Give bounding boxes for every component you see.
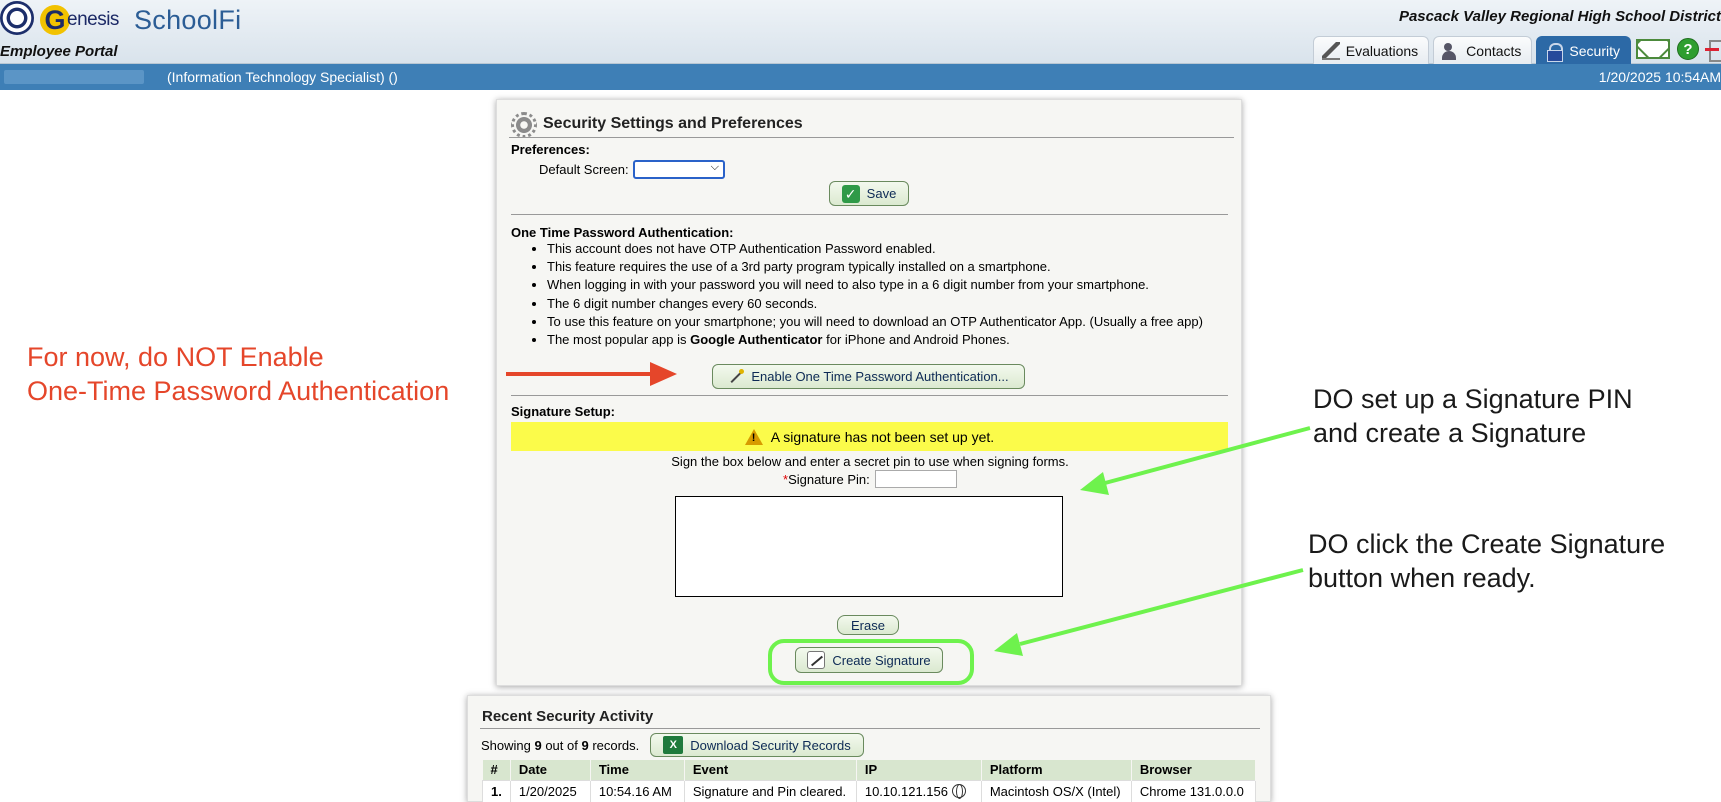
title-divider [509, 137, 1234, 138]
col-header: IP [856, 760, 981, 780]
default-screen-select[interactable] [633, 160, 725, 179]
redacted-user-name [4, 70, 144, 84]
download-label: Download Security Records [690, 737, 851, 753]
signature-pin-label-text: Signature Pin: [788, 472, 870, 487]
top-tabs [1313, 34, 1721, 64]
save-label: Save [866, 186, 897, 201]
erase-label: Erase [851, 617, 885, 633]
signature-pin-input[interactable] [875, 470, 957, 488]
row-ip-cell [856, 780, 981, 802]
enable-otp-button[interactable] [712, 364, 1025, 389]
row-time: 10:54.16 AM [590, 780, 684, 802]
tab-evaluations[interactable] [1313, 36, 1429, 64]
app-header [0, 0, 1721, 64]
enable-otp-label: Enable One Time Password Authentication... [751, 369, 1009, 384]
chevron-down-icon: ⌵ [710, 161, 719, 173]
annotation-line: For now, do NOT Enable [27, 342, 324, 372]
pencil-icon [1322, 42, 1340, 60]
tab-security-label: Security [1569, 42, 1620, 59]
table-row [483, 780, 1256, 802]
annotation-line: DO click the Create Signature [1308, 529, 1666, 559]
tab-contacts-label: Contacts [1466, 42, 1522, 59]
tab-evaluations-label: Evaluations [1345, 42, 1419, 59]
showing-suffix: records. [588, 738, 640, 753]
col-header: # [483, 760, 511, 780]
required-mark: * [783, 472, 789, 487]
otp-bullet: • When logging in with your password you will need to also type in a 6 digit number from your smartphone. [547, 276, 1203, 294]
otp-bullet: • This feature requires the use of a 3rd party program typically installed on a smartphone. [547, 258, 1203, 276]
product-name: SchoolFi [134, 5, 242, 35]
row-date: 1/20/2025 [510, 780, 590, 802]
contacts-icon [1442, 42, 1460, 60]
save-button[interactable] [829, 181, 909, 206]
logout-button[interactable] [1705, 37, 1721, 61]
signature-divider [511, 395, 1228, 396]
panel-title: Security Settings and Preferences [543, 115, 803, 132]
showing-prefix: Showing [481, 738, 535, 753]
erase-button[interactable] [837, 615, 899, 635]
signature-pin-label [783, 472, 870, 487]
gear-icon [511, 112, 537, 138]
district-name: Pascack Valley Regional High School District [1398, 8, 1721, 25]
otp-warning-annotation [27, 340, 449, 408]
magic-wand-icon [728, 369, 744, 385]
genesis-g-mark: G [40, 5, 70, 35]
annotation-line: and create a Signature [1313, 418, 1587, 448]
checkmark-icon: ✓ [842, 185, 860, 203]
mail-button[interactable] [1635, 37, 1671, 61]
help-icon: ? [1677, 38, 1699, 60]
row-num: 1. [483, 780, 511, 802]
mail-icon [1636, 39, 1670, 59]
otp-popular-prefix: The most popular app is [547, 332, 691, 348]
table-header-row [483, 760, 1256, 780]
annotation-line: One-Time Password Authentication [27, 376, 450, 406]
tab-contacts[interactable] [1433, 36, 1532, 64]
otp-bullet: • To use this feature on your smartphone; you will need to download an OTP Authenticator App. (Usually a free app) [547, 313, 1203, 331]
row-browser: Chrome 131.0.0.0 [1131, 780, 1255, 802]
col-header: Event [684, 760, 856, 780]
current-datetime: 1/20/2025 10:54AM [1598, 69, 1721, 85]
user-role: (Information Technology Specialist) () [167, 69, 398, 85]
signature-warning-text: A signature has not been set up yet. [770, 428, 995, 445]
lock-icon [1545, 42, 1563, 60]
signature-heading: Signature Setup: [511, 404, 616, 419]
tab-security[interactable] [1536, 36, 1631, 64]
activity-divider [480, 728, 1260, 729]
row-platform: Macintosh OS/X (Intel) [981, 780, 1131, 802]
logout-icon [1705, 38, 1721, 60]
help-button[interactable] [1675, 37, 1701, 61]
otp-bullet-popular-app [547, 331, 1203, 349]
otp-heading: One Time Password Authentication: [511, 225, 734, 240]
create-signature-label: Create Signature [832, 652, 931, 668]
col-header: Browser [1131, 760, 1255, 780]
otp-bullet: • The 6 digit number changes every 60 seconds. [547, 295, 1203, 313]
signature-warning-banner [511, 422, 1228, 451]
security-settings-panel [496, 99, 1242, 686]
excel-icon: X [663, 736, 683, 754]
recent-security-activity-panel [467, 695, 1271, 802]
otp-bullet: • This account does not have OTP Authentication Password enabled. [547, 240, 1203, 258]
default-screen-label: Default Screen: [539, 162, 629, 177]
preferences-heading: Preferences: [511, 142, 590, 157]
showing-mid: out of [541, 738, 582, 753]
col-header: Platform [981, 760, 1131, 780]
showing-count: 9 [534, 738, 542, 753]
otp-info-list [547, 240, 1203, 349]
warning-icon: ! [745, 429, 763, 445]
showing-total: 9 [581, 738, 589, 753]
otp-popular-app: Google Authenticator [690, 332, 823, 348]
create-signature-annotation [1308, 527, 1665, 595]
records-count [481, 738, 639, 753]
portal-label: Employee Portal [0, 43, 118, 60]
otp-divider [511, 214, 1228, 215]
col-header: Time [590, 760, 684, 780]
signature-pad[interactable] [675, 496, 1063, 597]
create-signature-highlight [768, 639, 974, 685]
row-event: Signature and Pin cleared. [684, 780, 856, 802]
user-info-bar [0, 64, 1721, 90]
pin-annotation [1313, 382, 1633, 450]
globe-icon[interactable] [952, 784, 966, 798]
otp-popular-suffix: for iPhone and Android Phones. [822, 332, 1010, 348]
genesis-wordmark: enesis [67, 9, 119, 30]
genesis-logo [40, 4, 119, 36]
annotation-line: button when ready. [1308, 563, 1536, 593]
row-ip: 10.10.121.156 [864, 783, 948, 799]
signature-instructions: Sign the box below and enter a secret pin to use when signing forms. [671, 454, 1069, 469]
activity-title: Recent Security Activity [482, 708, 654, 725]
download-security-records-button[interactable] [650, 733, 864, 757]
district-seal-logo [0, 1, 34, 35]
activity-table [482, 760, 1256, 802]
col-header: Date [510, 760, 590, 780]
annotation-line: DO set up a Signature PIN [1313, 384, 1633, 414]
